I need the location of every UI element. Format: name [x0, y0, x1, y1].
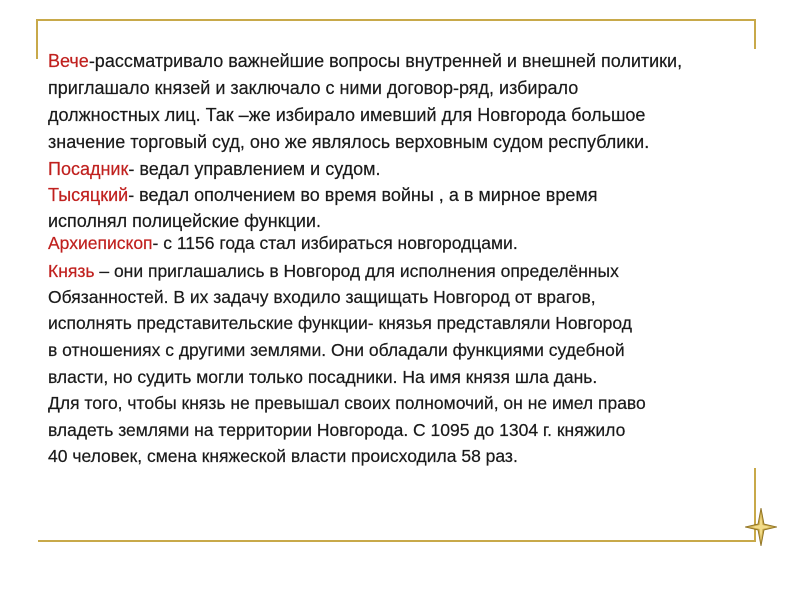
- tysyatsky-text-1: - ведал ополчением во время войны , а в мирное время: [128, 185, 598, 205]
- veche-line-3: должностных лиц. Так –же избирало имевший для Новгорода большое: [48, 105, 646, 125]
- term-veche: Вече: [48, 51, 89, 71]
- archbishop-text: - с 1156 года стал избираться новгородцами.: [152, 233, 518, 253]
- posadnik-line: [48, 159, 381, 180]
- posadnik-text: - ведал управлением и судом.: [128, 159, 381, 179]
- knyaz-line-5: власти, но судить могли только посадники. На имя князя шла дань.: [48, 367, 598, 387]
- knyaz-line-6: Для того, чтобы князь не превышал своих полномочий, он не имел право: [48, 393, 646, 413]
- archbishop-line: [48, 233, 518, 254]
- tysyatsky-line-1: [48, 185, 598, 206]
- frame-top-rule: [36, 19, 756, 21]
- term-archbishop: Архиепископ: [48, 233, 153, 253]
- knyaz-line-4: в отношениях с другими землями. Они обладали функциями судебной: [48, 340, 625, 360]
- frame-left-rule: [36, 19, 38, 59]
- veche-line-4: значение торговый суд, оно же являлось верховным судом республики.: [48, 132, 650, 152]
- term-knyaz: Князь: [48, 261, 95, 281]
- knyaz-line-7: владеть землями на территории Новгорода. С 1095 до 1304 г. княжило: [48, 420, 626, 440]
- veche-line-2: приглашало князей и заключало с ними договор-ряд, избирало: [48, 78, 579, 98]
- frame-bottom-rule: [38, 540, 754, 542]
- knyaz-line-8: 40 человек, смена княжеской власти происходила 58 раз.: [48, 446, 518, 466]
- knyaz-text-1: – они приглашались в Новгород для исполнения определённых: [94, 261, 619, 281]
- knyaz-line-2: Обязанностей. В их задачу входило защищать Новгород от врагов,: [48, 287, 596, 307]
- knyaz-line-3: исполнять представительские функции- князья представляли Новгород: [48, 313, 632, 333]
- four-point-star-icon: [745, 508, 777, 546]
- veche-text-1: -рассматривало важнейшие вопросы внутренней и внешней политики,: [88, 51, 683, 71]
- veche-line-1: [48, 51, 682, 72]
- term-tysyatsky: Тысяцкий: [48, 185, 129, 205]
- tysyatsky-line-2: исполнял полицейские функции.: [48, 211, 321, 231]
- term-posadnik: Посадник: [48, 159, 129, 179]
- knyaz-line-1: [48, 261, 619, 282]
- frame-right-rule: [754, 19, 756, 49]
